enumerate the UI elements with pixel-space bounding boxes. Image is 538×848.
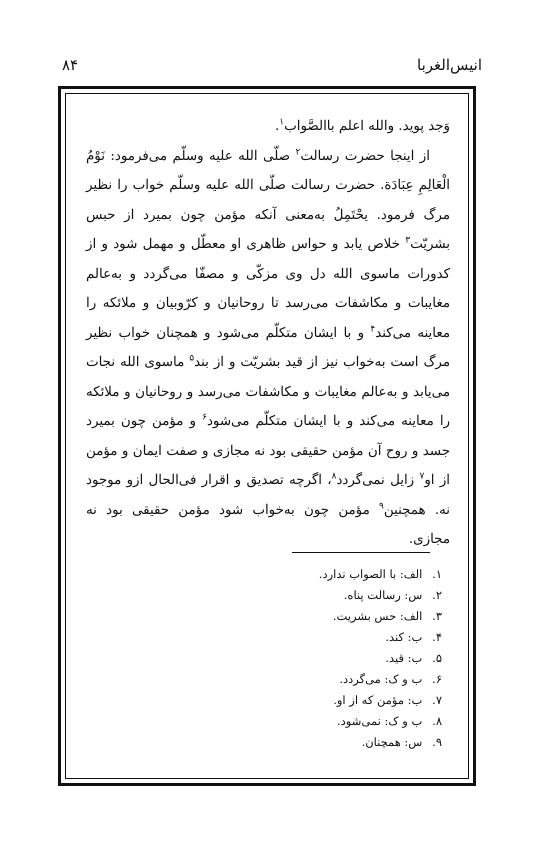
footnote-number: ۲. — [432, 588, 442, 602]
footnote-number: ۱. — [432, 567, 442, 581]
paragraph-1-text: وَجد پوید. والله اعلم باالصَّواب — [284, 119, 450, 134]
main-text — [86, 112, 450, 555]
paragraph-2-text-4: و با ایشان متکلّم می‌شود و همچنان خواب نظیر مرگ است به‌خواب نیز از قید بشریّت و از بند — [86, 325, 450, 370]
page-header — [62, 56, 482, 80]
footnote-7 — [212, 690, 442, 711]
page-number: ۸۴ — [62, 56, 79, 74]
paragraph-2-text-7: زایل نمی‌گردد — [336, 473, 420, 488]
footnote-text: ب: مؤمن که از او. — [333, 693, 423, 707]
footnote-text: الف: با الصواب ندارد. — [318, 567, 423, 581]
footnote-3 — [212, 606, 442, 627]
footnote-text: ب و ک: می‌گردد. — [339, 672, 423, 686]
footnote-number: ۳. — [432, 609, 442, 623]
footnote-ref-5: ۵ — [189, 353, 195, 364]
paragraph-1-end: . — [275, 119, 280, 134]
footnote-1 — [212, 564, 442, 585]
footnote-text: ب: قید. — [385, 651, 423, 665]
footnote-4 — [212, 627, 442, 648]
footnote-ref-4: ۴ — [370, 324, 376, 335]
footnote-ref-9: ۹ — [379, 501, 384, 512]
footnote-separator — [292, 552, 430, 553]
paragraph-2-text-1: از اینجا حضرت رسالت — [300, 148, 430, 164]
footnote-ref-3: ۳ — [405, 235, 411, 246]
footnote-text: س: همچنان. — [361, 735, 423, 749]
footnote-ref-8: ۸ — [331, 471, 337, 482]
footnote-text: س: رسالت پناه. — [343, 588, 423, 602]
footnote-6 — [212, 669, 442, 690]
book-title: انیس‌الغربا — [417, 56, 482, 74]
paragraph-2-text-8: ، اگرچه تصدیق و اقرار فی‌الحال ازو موجود نه. همچنین — [86, 473, 451, 518]
footnote-text: الف: حس بشریت. — [332, 609, 423, 623]
footnote-text: ب: کند. — [385, 630, 423, 644]
paragraph-2-text-5: ماسوی الله نجات می‌یابد و به‌عالم مغایبات و مکاشفات می‌رسد و روحانیان و ملائکه را معاینه می‌کند و با ایشان متکلّم می‌شود — [86, 355, 451, 429]
footnote-2 — [212, 585, 442, 606]
footnote-ref-1: ۱ — [279, 117, 285, 128]
paragraph-1 — [86, 112, 450, 142]
paragraph-2-text-3: خلاص یابد و حواس ظاهری او معطّل و مهمل شود و از کدورات ماسوی الله دل وی مزکّی و مصفّا می‌گردد و به‌عالم مغایبات و مکاشفات می‌رسد تا روحانیان و کرّوبیان و ملائکه را معاینه می‌کند — [86, 237, 450, 341]
footnote-number: ۶. — [432, 672, 442, 686]
footnote-8 — [212, 711, 442, 732]
footnote-text: ب و ک: نمی‌شود. — [337, 714, 423, 728]
paragraph-2-text-2: صلّی الله علیه وسلّم می‌فرمود: نَوْمُ الْعَالِمِ عِبَادَة. حضرت رسالت صلّی الله علیه وسلّم خواب را نظیر مرگ فرمود. یحْتَمِلُ به‌معنی آنکه مؤمن چون بمیرد از حبس بشریّت — [86, 148, 450, 252]
paragraph-2-text-6: و مؤمن چون بمیرد جسد و روح آن مؤمن حقیقی بود نه مجازی و صفت ایمان و مؤمن از او — [86, 414, 451, 488]
footnote-ref-7: ۷ — [419, 471, 425, 482]
footnote-number: ۷. — [432, 693, 442, 707]
footnote-9 — [212, 732, 442, 753]
footnote-ref-2: ۲ — [295, 147, 301, 158]
footnote-5 — [212, 648, 442, 669]
footnote-number: ۹. — [432, 735, 442, 749]
footnote-number: ۵. — [432, 651, 442, 665]
paragraph-2 — [86, 142, 450, 555]
footnotes-list — [212, 564, 442, 753]
footnote-ref-6: ۶ — [202, 412, 207, 423]
footnote-number: ۸. — [432, 714, 442, 728]
paragraph-2-text-9: مؤمن چون به‌خواب شود مؤمن حقیقی بود نه مجازی. — [86, 502, 450, 547]
footnote-number: ۴. — [432, 630, 442, 644]
